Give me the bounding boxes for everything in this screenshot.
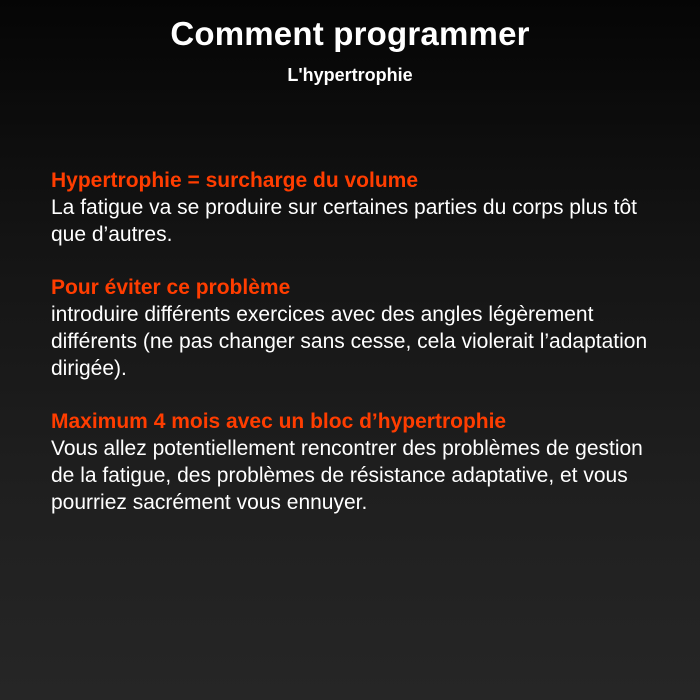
content xyxy=(51,167,671,542)
section-volume-overload xyxy=(51,167,671,248)
section-body: La fatigue va se produire sur certaines parties du corps plus tôt que d’autres. xyxy=(51,196,637,246)
section-heading: Pour éviter ce problème xyxy=(51,276,291,299)
section-heading: Maximum 4 mois avec un bloc d’hypertrophie xyxy=(51,410,507,433)
page-title: Comment programmer xyxy=(170,15,530,52)
section-heading: Hypertrophie = surcharge du volume xyxy=(51,169,419,192)
page-subtitle: L'hypertrophie xyxy=(287,65,413,85)
section-avoid-problem xyxy=(51,274,671,382)
section-body: introduire différents exercices avec des angles légèrement différents (ne pas changer sans cesse, cela violerait l’adaptation dirigée). xyxy=(51,303,648,380)
section-body: Vous allez potentiellement rencontrer des problèmes de gestion de la fatigue, des problèmes de résistance adaptative, et vous pourriez sacrément vous ennuyer. xyxy=(51,437,643,514)
section-max-duration xyxy=(51,408,671,516)
